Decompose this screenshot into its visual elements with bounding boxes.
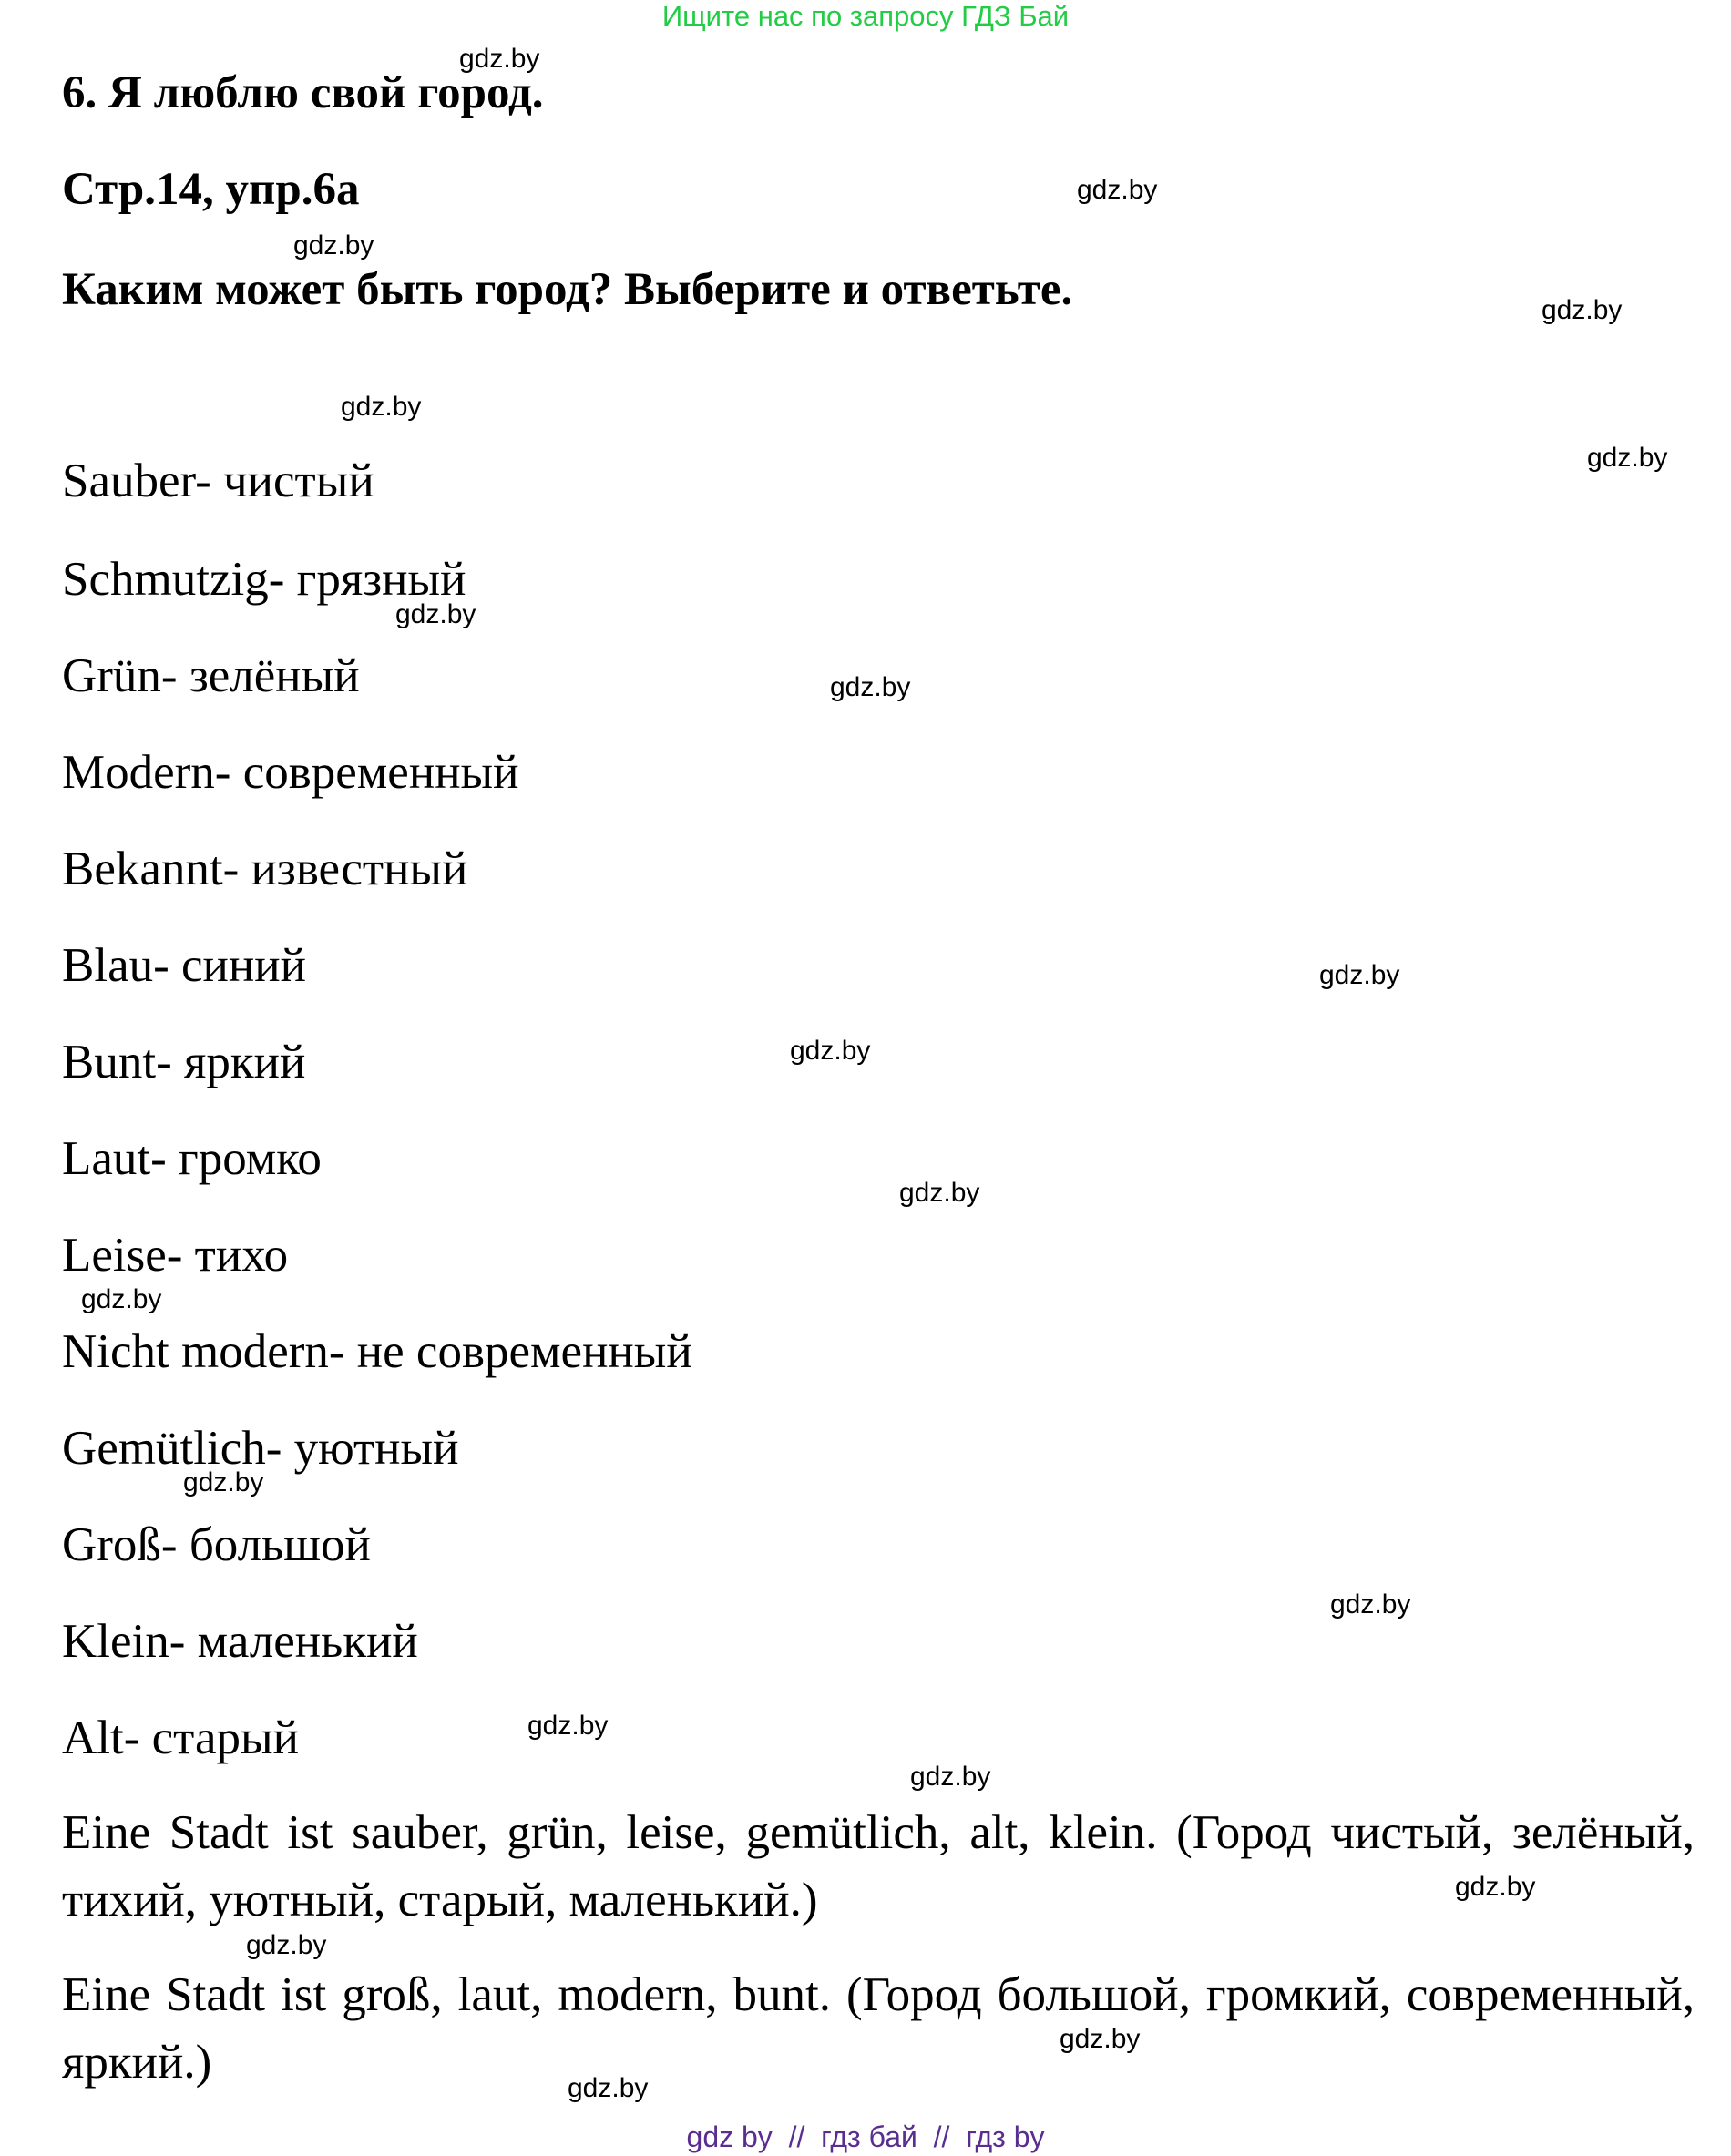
task-question: Каким может быть город? Выберите и ответьте. bbox=[62, 264, 1073, 315]
watermark: gdz.by bbox=[293, 230, 374, 261]
watermark: gdz.by bbox=[527, 1711, 609, 1741]
page-title: 6. Я люблю свой город. bbox=[62, 67, 544, 118]
watermark: gdz.by bbox=[1587, 443, 1668, 473]
watermark: gdz.by bbox=[910, 1762, 991, 1792]
vocab-item: Sauber- чистый bbox=[62, 455, 374, 507]
watermark: gdz.by bbox=[1455, 1872, 1536, 1902]
vocab-item: Gemütlich- уютный bbox=[62, 1422, 459, 1475]
watermark: gdz.by bbox=[1330, 1589, 1411, 1620]
watermark: gdz.by bbox=[395, 599, 476, 629]
vocab-item: Bekannt- известный bbox=[62, 843, 468, 895]
vocab-item: Modern- современный bbox=[62, 746, 519, 799]
vocab-item: Laut- громко bbox=[62, 1132, 322, 1185]
watermark: gdz.by bbox=[568, 2073, 649, 2103]
answer-paragraph: Eine Stadt ist sauber, grün, leise, gemütlich, alt, klein. (Город чистый, зелёный, тихий, уютный, старый, маленький.) bbox=[62, 1806, 1695, 1926]
watermark: gdz.by bbox=[1542, 295, 1623, 325]
watermark: gdz.by bbox=[1077, 175, 1158, 205]
watermark: gdz.by bbox=[790, 1036, 871, 1066]
watermark: gdz.by bbox=[341, 392, 422, 422]
top-banner[interactable]: Ищите нас по запросу ГДЗ Бай bbox=[661, 0, 1070, 32]
exercise-reference: Стр.14, упр.6а bbox=[62, 164, 360, 215]
watermark: gdz.by bbox=[183, 1467, 264, 1497]
vocab-item: Blau- синий bbox=[62, 939, 306, 992]
watermark: gdz.by bbox=[459, 44, 540, 74]
answer-paragraph: Eine Stadt ist groß, laut, modern, bunt. (Город большой, громкий, современный, яркий.) bbox=[62, 1968, 1695, 2089]
vocab-item: Nicht modern- не современный bbox=[62, 1325, 692, 1378]
vocab-item: Schmutzig- грязный bbox=[62, 553, 466, 606]
vocab-item: Alt- старый bbox=[62, 1712, 299, 1764]
vocab-item: Leise- тихо bbox=[62, 1229, 289, 1282]
watermark: gdz.by bbox=[899, 1178, 980, 1208]
watermark: gdz.by bbox=[81, 1284, 162, 1314]
vocab-item: Klein- маленький bbox=[62, 1615, 418, 1668]
watermark: gdz.by bbox=[1319, 960, 1400, 990]
vocab-item: Groß- большой bbox=[62, 1518, 371, 1571]
watermark: gdz.by bbox=[246, 1930, 327, 1960]
watermark: gdz.by bbox=[1060, 2024, 1141, 2054]
vocab-item: Bunt- яркий bbox=[62, 1036, 306, 1088]
footer-links[interactable]: gdz by // гдз бай // гдз by bbox=[686, 2120, 1045, 2153]
watermark: gdz.by bbox=[830, 672, 911, 702]
vocab-item: Grün- зелёный bbox=[62, 649, 360, 702]
